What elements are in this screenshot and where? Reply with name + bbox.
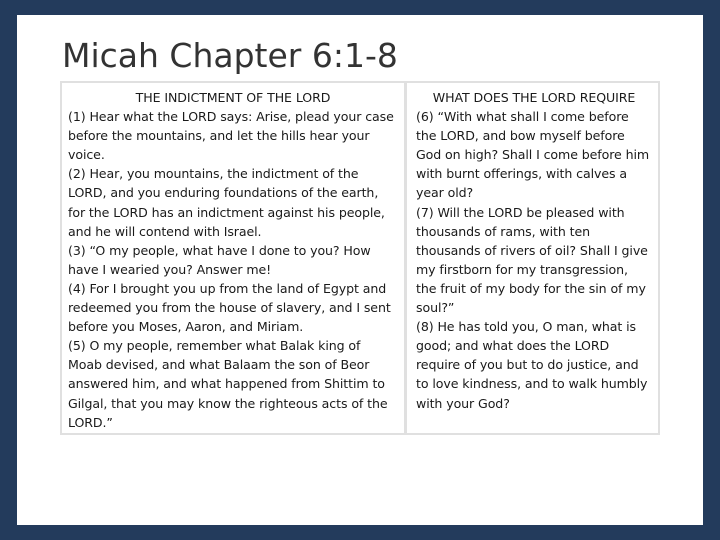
verse-3: (3) “O my people, what have I done to you? How have I wearied you? Answer me! <box>68 242 371 277</box>
requirement-column <box>407 83 658 433</box>
verse-1: (1) Hear what the LORD says: Arise, plead your case before the mountains, and let the hills hear your voice. <box>68 109 394 163</box>
verse-4: (4) For I brought you up from the land of Egypt and redeemed you from the house of slavery, and I sent before you Moses, Aaron, and Miriam. <box>68 280 391 335</box>
scripture-table <box>60 81 660 435</box>
indictment-heading: THE INDICTMENT OF THE LORD <box>135 90 331 105</box>
verse-2: (2) Hear, you mountains, the indictment of the LORD, and you enduring foundations of the earth, for the LORD has an indictment against his people, and he will contend with Israel. <box>68 166 385 239</box>
verse-7: (7) Will the LORD be pleased with thousands of rams, with ten thousands of rivers of oil? Shall I give my firstborn for my transgression, the fruit of my body for the sin of my soul?” <box>416 204 648 316</box>
requirement-heading: WHAT DOES THE LORD REQUIRE <box>432 90 636 105</box>
verse-5: (5) O my people, remember what Balak king of Moab devised, and what Balaam the son of Beor answered him, and what happened from Shittim to Gilgal, that you may know the righteous acts of the LORD.” <box>68 338 388 430</box>
verse-6: (6) “With what shall I come before the LORD, and bow myself before God on high? Shall I come before him with burnt offerings, with calves a year old? <box>416 109 650 201</box>
slide-title: Micah Chapter 6:1-8 <box>62 36 398 75</box>
indictment-column <box>62 83 407 433</box>
verse-8: (8) He has told you, O man, what is good; and what does the LORD require of you but to do justice, and to love kindness, and to walk humbly with your God? <box>416 319 648 411</box>
